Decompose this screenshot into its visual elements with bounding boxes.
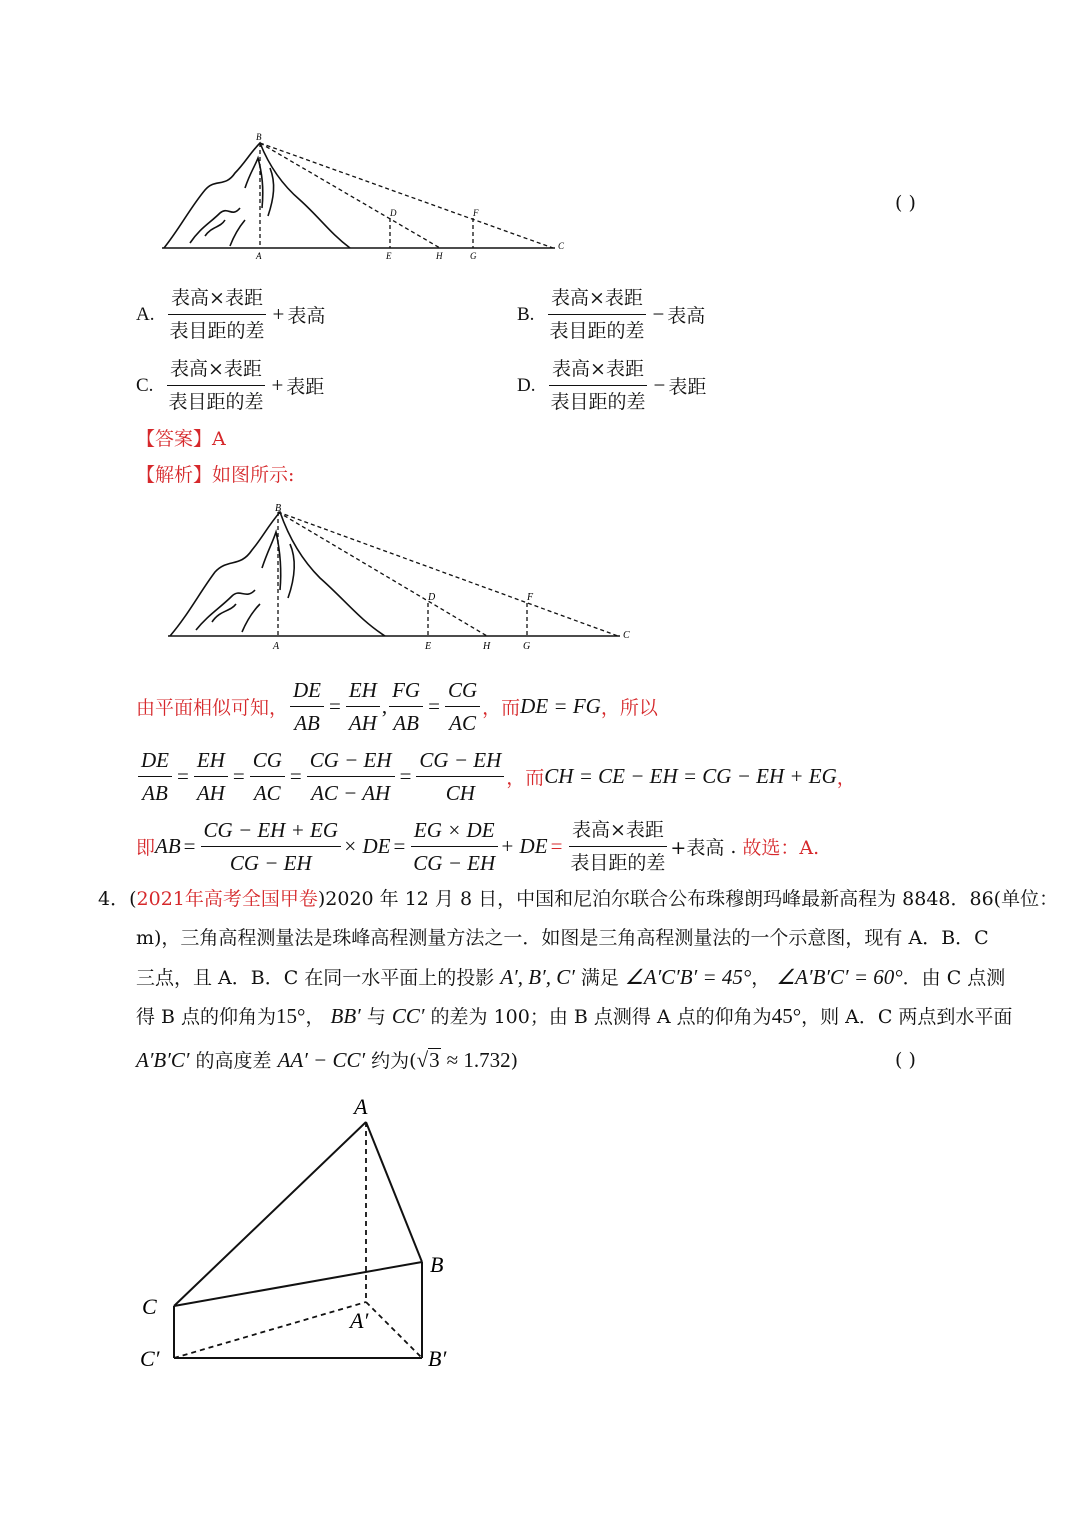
question4-paren: ( ) xyxy=(895,1049,916,1071)
fig2-label-H: H xyxy=(483,641,491,652)
fig1-label-G: G xyxy=(470,251,477,261)
fig1-label-E: E xyxy=(386,251,392,261)
mountain-figure-2 xyxy=(160,500,640,652)
fig2-label-A: A xyxy=(273,641,280,652)
option-d-fraction: $\frac{\text{表高×表距}}{\text{表目距的差}}$ xyxy=(547,355,648,416)
option-b-label: B. xyxy=(517,303,535,325)
prism-label-A: A xyxy=(354,1094,368,1119)
prism-figure xyxy=(130,1090,470,1380)
prism-label-B1: B′ xyxy=(428,1346,447,1371)
question4-line-4: 得 B 点的仰角为15°， BB′ 与 CC′ 的差为 100；由 B 点测得 A 点的仰角为45°，则 A．C 两点到水平面 xyxy=(136,1004,1013,1028)
option-a-label: A. xyxy=(136,303,155,325)
fig2-label-C: C xyxy=(623,630,630,641)
question4-source: 2021年高考全国甲卷 xyxy=(136,888,318,910)
option-c-label: C. xyxy=(136,374,154,396)
solution-line-3: 即 AB = $\frac{CG - EH + EG}{CG - EH}$ × DE = $\frac{EG \times DE}{CG - EH}$ + DE = $\frac{\text{表高×表距}}{\text{表目距的差}}$ +表高 . 故选：A. xyxy=(136,818,820,875)
option-a[interactable]: A. $\frac{\text{表高×表距}}{\text{表目距的差}}$ + 表高 xyxy=(136,284,325,345)
analysis-intro: 如图所示: xyxy=(212,464,295,486)
analysis-line xyxy=(136,462,294,488)
question4-line-5: A′B′C′ 的高度差 AA′ − CC′ 约为(√3 ≈ 1.732) xyxy=(136,1048,519,1072)
question3-paren: ( ) xyxy=(895,192,916,214)
question4-line-3: 三点，且 A．B．C 在同一水平面上的投影 A′, B′, C′ 满足 ∠A′C′B′ = 45°， ∠A′B′C′ = 60°．由 C 点测 xyxy=(136,965,1006,989)
fig2-label-G: G xyxy=(523,641,531,652)
option-a-fraction: $\frac{\text{表高×表距}}{\text{表目距的差}}$ xyxy=(166,284,267,345)
fig2-label-F: F xyxy=(527,592,534,603)
fig1-label-B: B xyxy=(256,132,262,142)
fig1-label-A: A xyxy=(256,251,262,261)
fig1-label-H: H xyxy=(436,251,443,261)
option-d-label: D. xyxy=(517,374,536,396)
question4-line-2: m)，三角高程测量法是珠峰高程测量方法之一．如图是三角高程测量法的一个示意图，现有 A．B．C xyxy=(136,927,989,949)
prism-label-C1: C′ xyxy=(140,1346,160,1371)
fig1-label-C: C xyxy=(558,241,565,251)
fig2-label-D: D xyxy=(428,592,436,603)
fig2-label-E: E xyxy=(425,641,432,652)
fig1-label-D: D xyxy=(390,208,397,218)
prism-label-C: C xyxy=(142,1294,157,1319)
option-b-fraction: $\frac{\text{表高×表距}}{\text{表目距的差}}$ xyxy=(546,284,647,345)
solution-line-2: $\frac{DE}{AB}$ = $\frac{EH}{AH}$ = $\frac{CG}{AC}$ = $\frac{CG - EH}{AC - AH}$ = $\frac{CG - EH}{CH}$ ，而 CH = CE − EH = CG − EH + EG ， xyxy=(136,746,856,807)
fig1-label-F: F xyxy=(473,208,479,218)
option-b[interactable]: B. $\frac{\text{表高×表距}}{\text{表目距的差}}$ − 表高 xyxy=(517,284,705,345)
fig2-label-B: B xyxy=(275,503,282,514)
option-c[interactable]: C. $\frac{\text{表高×表距}}{\text{表目距的差}}$ + 表距 xyxy=(136,355,324,416)
mountain-figure-1 xyxy=(150,128,580,266)
prism-label-A1: A′ xyxy=(350,1308,369,1333)
solution-line-1: 由平面相似可知， $\frac{DE}{AB}$ = $\frac{EH}{AH}$ , $\frac{FG}{AB}$ = $\frac{CG}{AC}$ ，而 DE = FG ，所以 xyxy=(136,678,658,735)
option-c-fraction: $\frac{\text{表高×表距}}{\text{表目距的差}}$ xyxy=(165,355,266,416)
option-d[interactable]: D. $\frac{\text{表高×表距}}{\text{表目距的差}}$ − 表距 xyxy=(517,355,706,416)
prism-label-B: B xyxy=(430,1252,444,1277)
question4-line-1: 4．(2021年高考全国甲卷)2020 年 12 月 8 日，中国和尼泊尔联合公布珠穆朗玛峰最新高程为 8848．86(单位： xyxy=(98,888,1059,910)
analysis-tag: 【解析】 xyxy=(136,464,213,486)
sqrt-radicand: 3 xyxy=(429,1048,440,1072)
answer-tag: 【答案】A xyxy=(136,428,226,450)
